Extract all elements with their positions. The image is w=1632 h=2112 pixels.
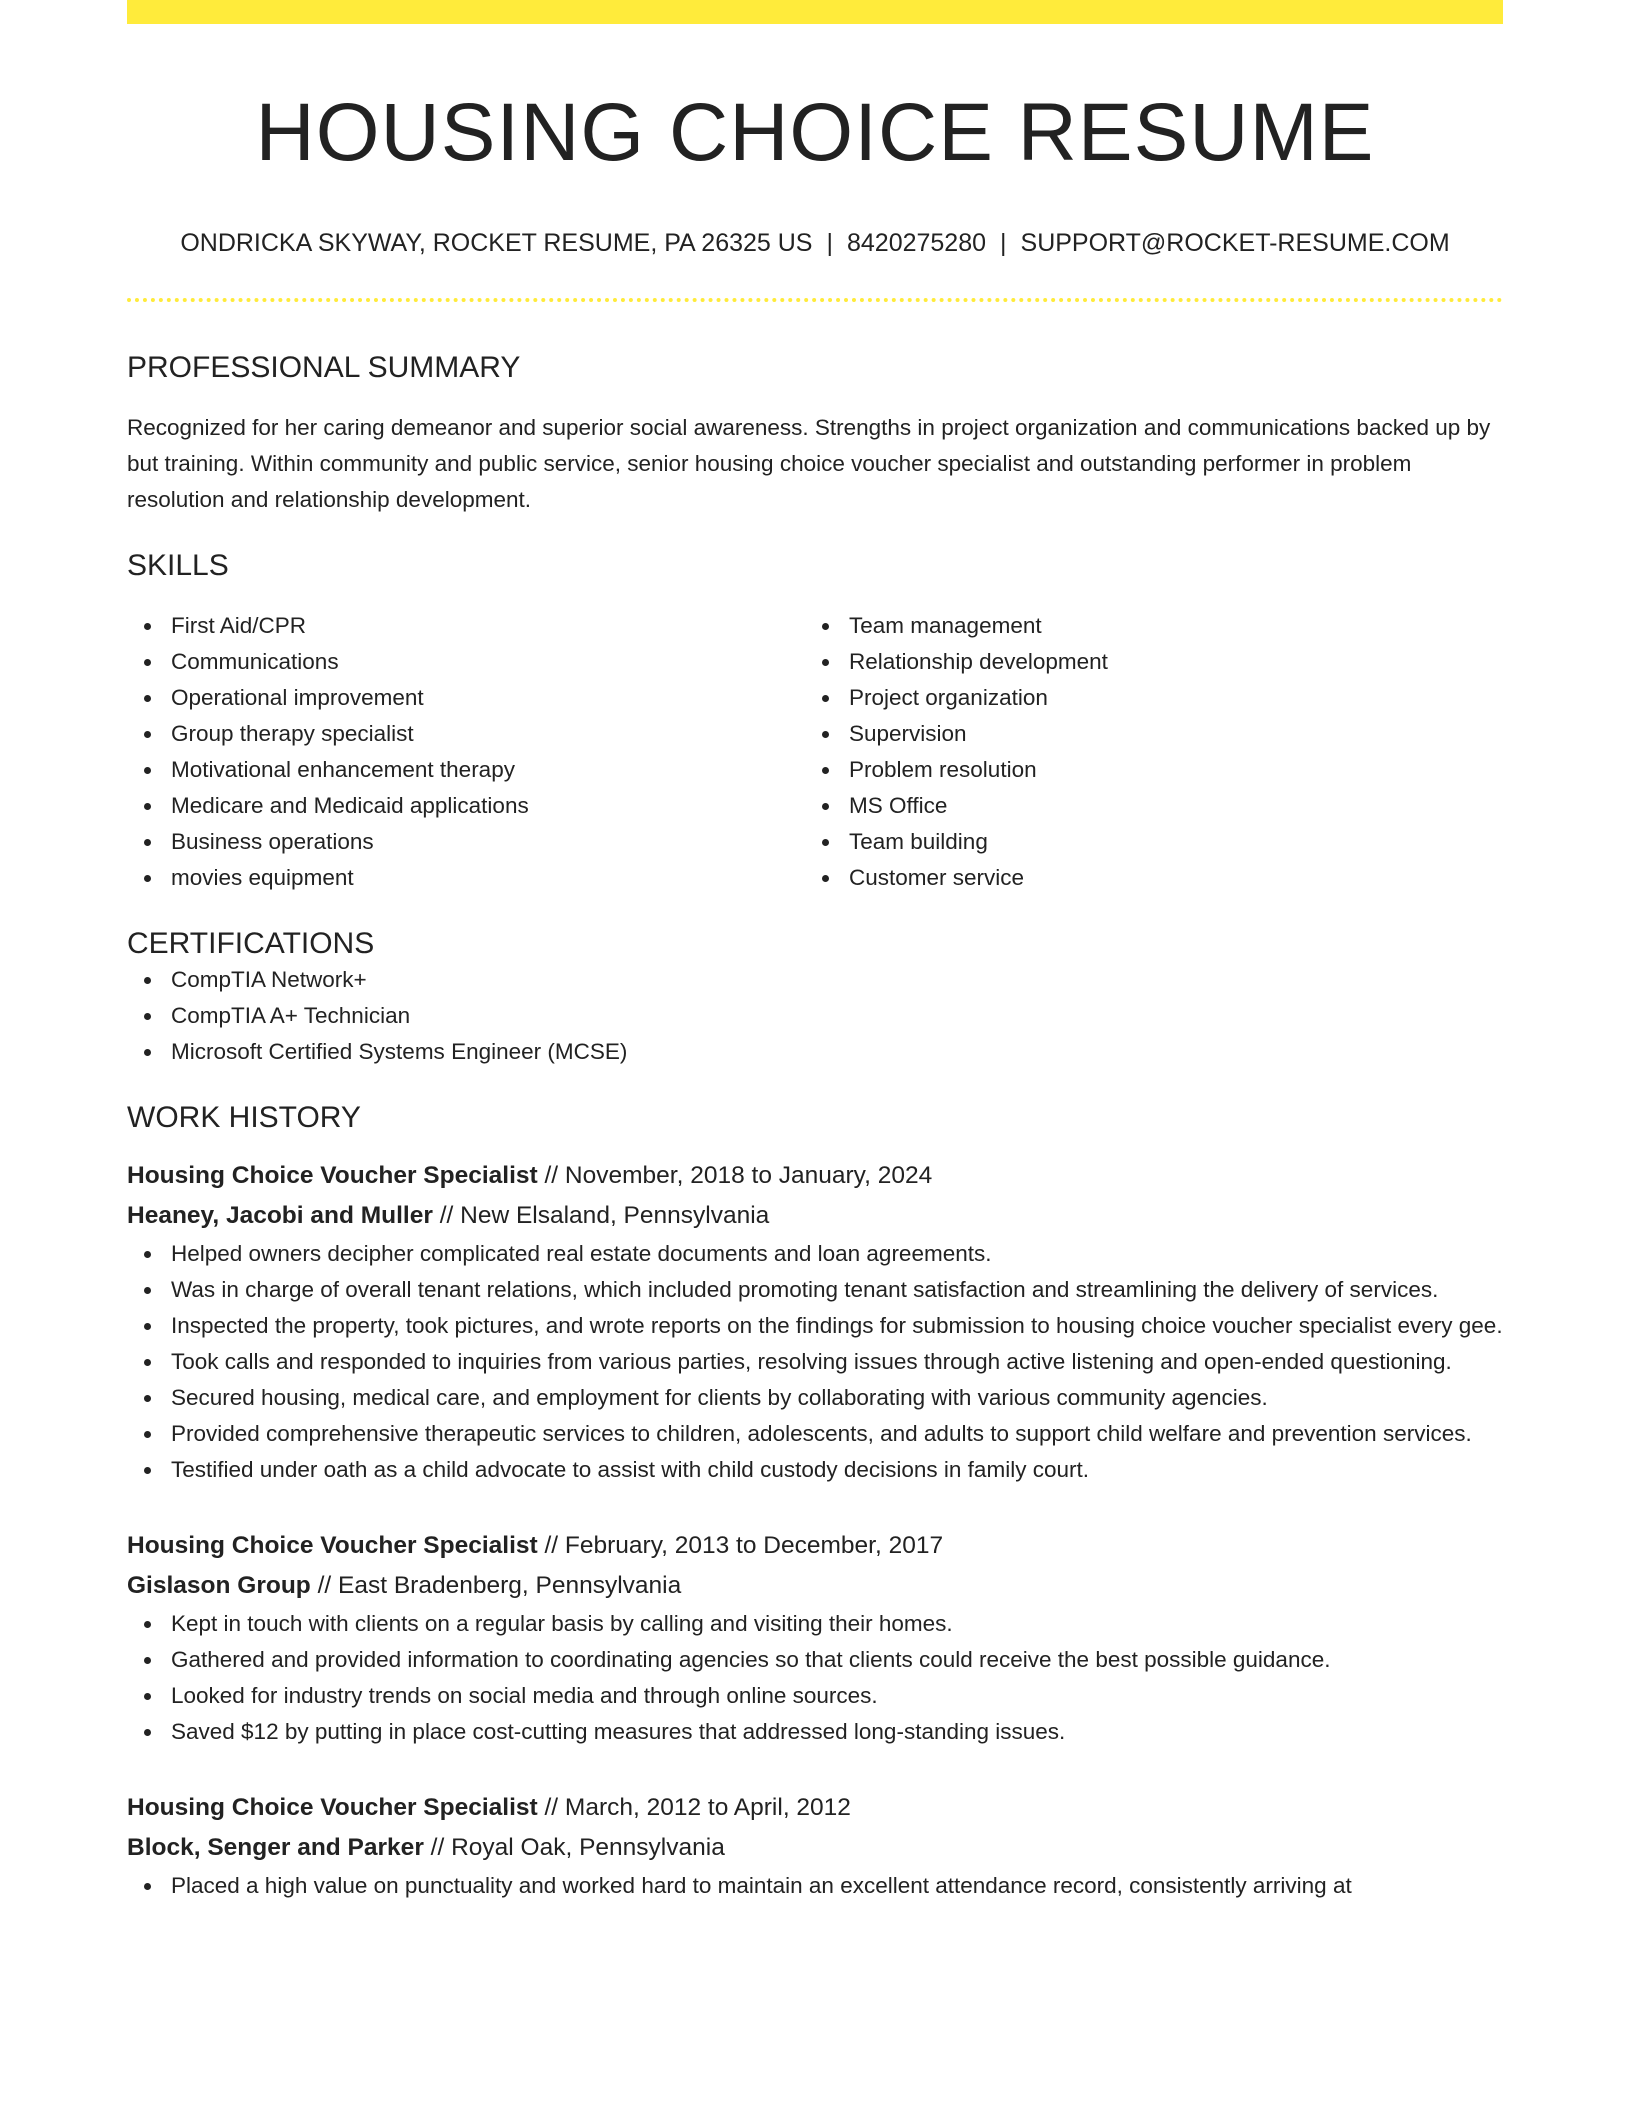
work-history-heading: WORK HISTORY [127, 1101, 361, 1135]
skills-heading: SKILLS [127, 549, 229, 583]
dotted-divider [127, 298, 1503, 302]
resume-page [127, 0, 1503, 1904]
job-entry [127, 1156, 1503, 1488]
job-duty: Took calls and responded to inquiries from various parties, resolving issues through active listening and open-ended questioning. [127, 1344, 1503, 1380]
contact-line [127, 228, 1503, 258]
skill-item: Team building [805, 824, 1483, 860]
job-company: Block, Senger and Parker [127, 1834, 424, 1862]
job-duty: Secured housing, medical care, and employment for clients by collaborating with various community agencies. [127, 1380, 1503, 1416]
job-duty: Provided comprehensive therapeutic services to children, adolescents, and adults to support child welfare and prevention services. [127, 1416, 1503, 1452]
skills-right-column [805, 608, 1483, 896]
skill-item: Motivational enhancement therapy [127, 752, 805, 788]
job-dates: // November, 2018 to January, 2024 [544, 1162, 933, 1190]
summary-text: Recognized for her caring demeanor and superior social awareness. Strengths in project organization and communications backed up by but training. Within community and public service, senior housing choice voucher specialist and outstanding performer in problem resolution and relationship development. [127, 415, 1491, 513]
job-company-line [127, 1566, 1503, 1606]
job-company-line [127, 1196, 1503, 1236]
job-dates: // February, 2013 to December, 2017 [544, 1532, 944, 1560]
skill-item: Medicare and Medicaid applications [127, 788, 805, 824]
certifications-list [127, 962, 1503, 1070]
job-title-line [127, 1788, 1503, 1828]
skills-columns [127, 608, 1503, 896]
skill-item: Operational improvement [127, 680, 805, 716]
job-company-line [127, 1828, 1503, 1868]
skill-item: Project organization [805, 680, 1483, 716]
skill-item: Group therapy specialist [127, 716, 805, 752]
job-duties-list [127, 1868, 1503, 1904]
contact-separator: | [1000, 229, 1007, 258]
skill-item: Communications [127, 644, 805, 680]
job-title-line [127, 1156, 1503, 1196]
job-location: // Royal Oak, Pennsylvania [430, 1834, 725, 1862]
skill-item: MS Office [805, 788, 1483, 824]
contact-phone: 8420275280 [846, 229, 987, 258]
job-title: Housing Choice Voucher Specialist [127, 1162, 538, 1190]
skill-item: Customer service [805, 860, 1483, 896]
job-duty: Placed a high value on punctuality and worked hard to maintain an excellent attendance record, consistently arriving at [127, 1868, 1503, 1904]
job-duties-list [127, 1606, 1503, 1750]
job-duty: Was in charge of overall tenant relations, which included promoting tenant satisfaction and streamlining the delivery of services. [127, 1272, 1503, 1308]
job-duty: Testified under oath as a child advocate to assist with child custody decisions in family court. [127, 1452, 1503, 1488]
top-accent-bar [127, 0, 1503, 24]
job-title: Housing Choice Voucher Specialist [127, 1794, 538, 1822]
skills-right-list [805, 608, 1483, 896]
job-location: // New Elsaland, Pennsylvania [439, 1202, 770, 1230]
job-title-line [127, 1526, 1503, 1566]
job-dates: // March, 2012 to April, 2012 [544, 1794, 851, 1822]
summary-heading: PROFESSIONAL SUMMARY [127, 351, 521, 385]
job-company: Gislason Group [127, 1572, 311, 1600]
job-duty: Saved $12 by putting in place cost-cutting measures that addressed long-standing issues. [127, 1714, 1503, 1750]
resume-title: HOUSING CHOICE RESUME [255, 87, 1375, 178]
skill-item: Supervision [805, 716, 1483, 752]
skill-item: First Aid/CPR [127, 608, 805, 644]
skill-item: movies equipment [127, 860, 805, 896]
skill-item: Team management [805, 608, 1483, 644]
skill-item: Relationship development [805, 644, 1483, 680]
job-duty: Helped owners decipher complicated real estate documents and loan agreements. [127, 1236, 1503, 1272]
job-company: Heaney, Jacobi and Muller [127, 1202, 433, 1230]
job-title: Housing Choice Voucher Specialist [127, 1532, 538, 1560]
job-location: // East Bradenberg, Pennsylvania [317, 1572, 682, 1600]
skills-left-list [127, 608, 805, 896]
job-duty: Inspected the property, took pictures, and wrote reports on the findings for submission to housing choice voucher specialist every gee. [127, 1308, 1503, 1344]
job-entry [127, 1788, 1503, 1904]
certification-item: CompTIA A+ Technician [127, 998, 1503, 1034]
job-duty: Gathered and provided information to coordinating agencies so that clients could receive the best possible guidance. [127, 1642, 1503, 1678]
certification-item: CompTIA Network+ [127, 962, 1503, 998]
job-duties-list [127, 1236, 1503, 1488]
skill-item: Business operations [127, 824, 805, 860]
job-duty: Looked for industry trends on social media and through online sources. [127, 1678, 1503, 1714]
certifications-heading: CERTIFICATIONS [127, 927, 375, 961]
skill-item: Problem resolution [805, 752, 1483, 788]
contact-separator: | [826, 229, 833, 258]
certification-item: Microsoft Certified Systems Engineer (MCSE) [127, 1034, 1503, 1070]
job-entry [127, 1526, 1503, 1750]
contact-address: ONDRICKA SKYWAY, ROCKET RESUME, PA 26325 US [180, 229, 813, 258]
job-duty: Kept in touch with clients on a regular basis by calling and visiting their homes. [127, 1606, 1503, 1642]
skills-left-column [127, 608, 805, 896]
contact-email: SUPPORT@ROCKET-RESUME.COM [1020, 229, 1450, 258]
